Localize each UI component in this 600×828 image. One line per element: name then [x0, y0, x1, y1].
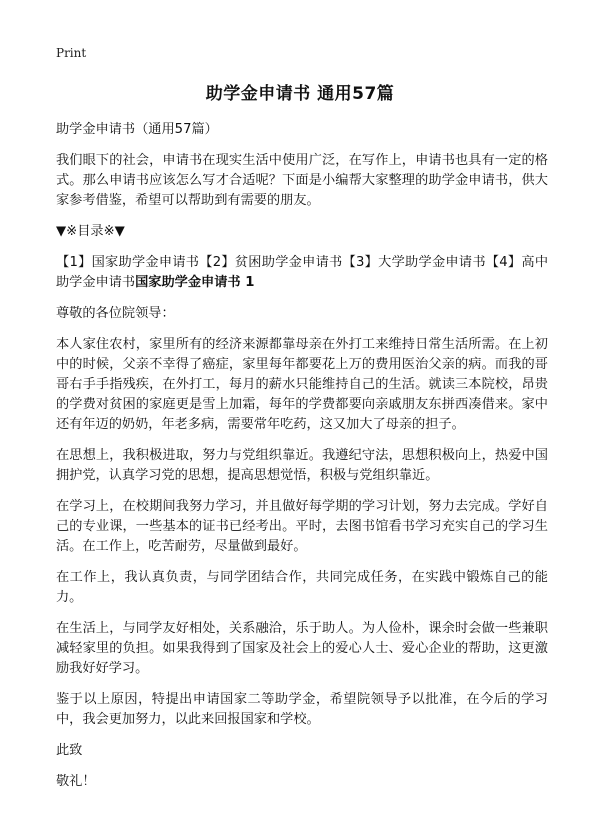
intro-paragraph: 我们眼下的社会，申请书在现实生活中使用广泛，在写作上，申请书也具有一定的格式。那么申请书应该怎么写才合适呢？下面是小编帮大家整理的助学金申请书，供大家参考借鉴，希望可以帮助到有需要的朋友。 — [56, 153, 548, 208]
salutation: 尊敬的各位院领导： — [56, 306, 175, 321]
toc-link-2[interactable]: 【2】贫困助学金申请书 — [199, 255, 343, 270]
page-title: 助学金申请书 通用57篇 — [205, 84, 395, 104]
body-paragraph-work: 在工作上，我认真负责，与同学团结合作，共同完成任务，在实践中锻炼自己的能力。 — [56, 570, 548, 605]
toc-link-3[interactable]: 【3】大学助学金申请书 — [342, 255, 486, 270]
closing-line-2: 敬礼！ — [56, 774, 96, 789]
body-paragraph-family: 本人家住农村，家里所有的经济来源都靠母亲在外打工来维持日常生活所需。在上初中的时候，父亲不幸得了癌症，家里每年都要花上万的费用医治父亲的病。而我的哥哥右手手指残疾，在外打工，每月的薪水只能维持自己的生活。就读三本院校，昂贵的学费对贫困的家庭更是雪上加霜，每年的学费都要向亲戚朋友东拼西凑借来。家中还有年迈的奶奶，年老多病，需要常年吃药，这又加大了母亲的担子。 — [56, 337, 548, 432]
document-subtitle: 助学金申请书（通用57篇） — [56, 122, 218, 137]
body-paragraph-life: 在生活上，与同学友好相处，关系融洽，乐于助人。为人俭朴，课余时会做一些兼职减轻家里的负担。如果我得到了国家及社会上的爱心人士、爱心企业的帮助，这更激励我好好学习。 — [56, 621, 548, 676]
closing-line-1: 此致 — [56, 743, 83, 758]
body-paragraph-study: 在学习上，在校期间我努力学习，并且做好每学期的学习计划，努力去完成。学好自己的专业课，一些基本的证书已经考出。平时，去图书馆看书学习充实自己的学习生活。在工作上，吃苦耐劳，尽量做到最好。 — [56, 499, 548, 554]
toc-link-4[interactable]: 【4】高中助学金申请书 — [56, 255, 549, 290]
section-heading: 国家助学金申请书 1 — [135, 275, 255, 290]
body-paragraph-request: 鉴于以上原因，特提出申请国家二等助学金，希望院领导予以批准，在今后的学习中，我会更加努力，以此来回报国家和学校。 — [56, 692, 548, 727]
table-of-contents — [56, 253, 548, 293]
toc-label: ▼※目录※▼ — [56, 224, 125, 239]
toc-link-1[interactable]: 【1】国家助学金申请书 — [56, 255, 200, 270]
print-link[interactable]: Print — [56, 46, 87, 60]
document-body — [56, 120, 548, 803]
body-paragraph-thought: 在思想上，我积极进取，努力与党组织靠近。我遵纪守法，思想积极向上，热爱中国拥护党，认真学习党的思想，提高思想觉悟，积极与党组织靠近。 — [56, 448, 548, 483]
